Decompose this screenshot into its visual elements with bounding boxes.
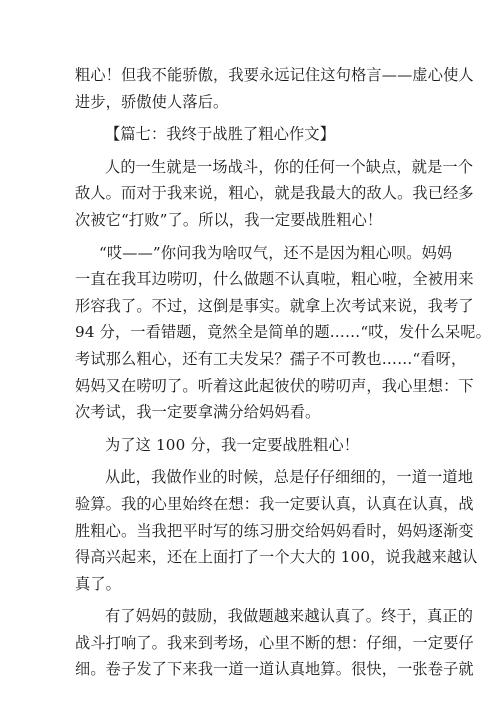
text-line: 次考试，我一定要拿满分给妈妈看。 [75, 403, 321, 422]
text-line: 进步，骄傲使人落后。 [75, 92, 229, 111]
text-line: 真了。 [75, 574, 122, 593]
text-line: “哎——”你问我为啥叹气，还不是因为粗心呗。妈妈 [99, 243, 453, 262]
text-line: 战斗打响了。我来到考场，心里不断的想：仔细，一定要仔 [75, 633, 474, 652]
text-line: 次被它“打败”了。所以，我一定要战胜粗心！ [75, 210, 383, 229]
text-line: 敌人。而对于我来说，粗心，就是我最大的敌人。我已经多 [75, 184, 474, 203]
text-line: 胜粗心。当我把平时写的练习册交给妈妈看时，妈妈逐渐变 [75, 521, 474, 540]
text-line: 验算。我的心里始终在想：我一定要认真，认真在认真，战 [75, 494, 474, 513]
paragraph-2 [75, 240, 491, 426]
text-line: 从此，我做作业的时候，总是仔仔细细的，一道一道地 [105, 468, 474, 487]
paragraph-5 [75, 603, 474, 683]
section-heading: 【篇七：我终于战胜了粗心作文】 [105, 125, 336, 144]
paragraph-3: 为了这 100 分，我一定要战胜粗心！ [105, 435, 360, 454]
paragraph-1 [75, 154, 474, 234]
document-page [75, 62, 491, 683]
text-line: 粗心！但我不能骄傲，我要永远记住这句格言——虚心使人 [75, 66, 474, 84]
text-line: 94 分，一看错题，竟然全是简单的题……“哎，发什么呆呢。 [75, 323, 491, 342]
text-line: 细。卷子发了下来我一道一道认真地算。很快，一张卷子就 [75, 660, 474, 679]
text-line: 妈妈又在唠叨了。听着这此起彼伏的唠叨声，我心里想：下 [75, 376, 474, 395]
text-line: 考试那么粗心，还有工夫发呆？孺子不可教也……“看呀， [75, 349, 467, 368]
text-line: 一直在我耳边唠叨，什么做题不认真啦，粗心啦，全被用来 [75, 270, 474, 289]
text-line: 形容我了。不过，这倒是事实。就拿上次考试来说，我考了 [75, 296, 474, 315]
paragraph-4 [75, 464, 478, 597]
text-line: 有了妈妈的鼓励，我做题越来越认真了。终于，真正的 [105, 607, 474, 626]
text-line: 得高兴起来，还在上面打了一个大大的 100，说我越来越认 [75, 548, 478, 567]
paragraph-continuation [75, 62, 474, 115]
text-line: 人的一生就是一场战斗，你的任何一个缺点，就是一个 [105, 157, 474, 176]
